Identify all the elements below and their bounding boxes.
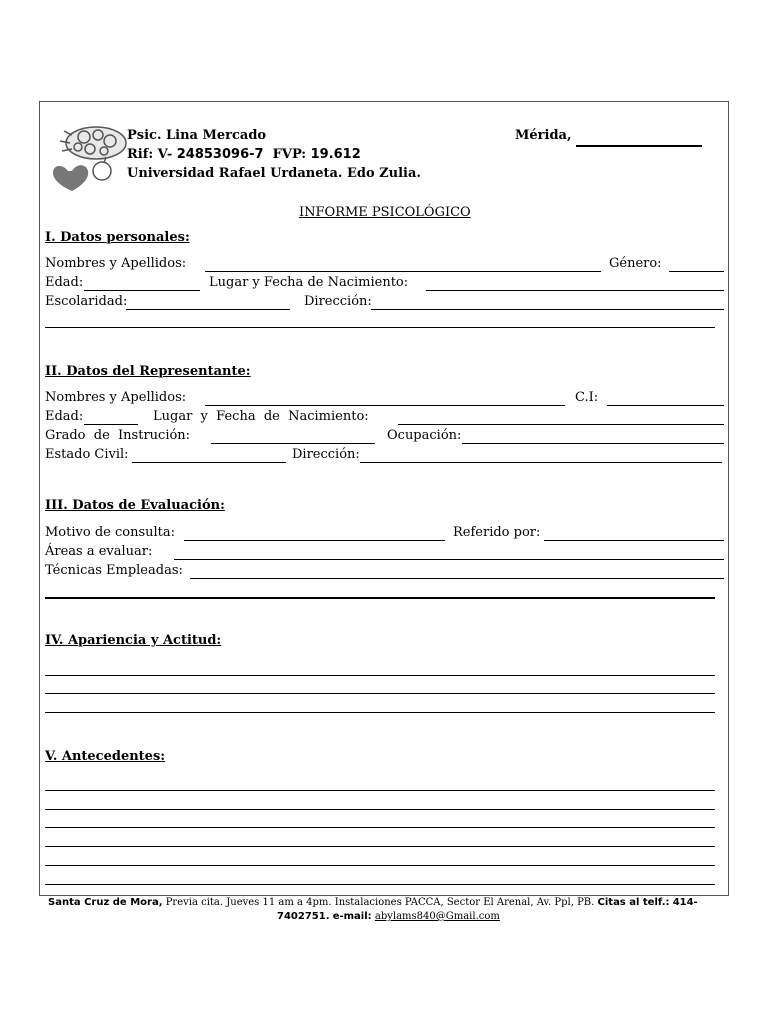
nombres-field[interactable]	[205, 271, 601, 272]
antecedentes-line[interactable]	[45, 865, 715, 866]
areas-label: Áreas a evaluar:	[45, 544, 153, 559]
footer-phone-b: 7402751.	[277, 911, 330, 922]
rif-prefix: V-	[157, 147, 173, 162]
section-4-heading: IV. Apariencia y Actitud:	[45, 633, 222, 648]
ocupacion-label: Ocupación:	[387, 428, 462, 443]
escolaridad-label: Escolaridad:	[45, 294, 128, 309]
estado-civil-field[interactable]	[132, 462, 286, 463]
estado-civil-label: Estado Civil:	[45, 447, 129, 462]
genero-label: Género:	[609, 256, 662, 271]
rep-direccion-label: Dirección:	[292, 447, 360, 462]
report-title: INFORME PSICOLÓGICO	[299, 205, 471, 220]
city-label: Mérida,	[515, 128, 572, 143]
university: Universidad Rafael Urdaneta. Edo Zulia.	[127, 166, 421, 181]
footer-line-2	[277, 910, 500, 924]
footer-phone-a: 414-	[672, 897, 698, 908]
areas-field[interactable]	[174, 559, 724, 560]
motivo-label: Motivo de consulta:	[45, 525, 176, 540]
ocupacion-field[interactable]	[462, 443, 724, 444]
section-2-heading: II. Datos del Representante:	[45, 364, 251, 379]
antecedentes-line[interactable]	[45, 846, 715, 847]
footer-citas-label: Citas al telf.:	[597, 897, 670, 908]
section-1-heading: I. Datos personales:	[45, 230, 190, 245]
grado-field[interactable]	[211, 443, 375, 444]
fvp-label: FVP:	[272, 147, 307, 162]
section-5-heading: V. Antecedentes:	[45, 749, 166, 764]
direccion-field[interactable]	[371, 309, 724, 310]
date-field[interactable]	[576, 145, 702, 147]
rep-edad-field[interactable]	[84, 424, 138, 425]
tecnicas-field-continued[interactable]	[45, 597, 715, 599]
rep-edad-label: Edad:	[45, 409, 84, 424]
apariencia-line[interactable]	[45, 693, 715, 694]
footer-place: Santa Cruz de Mora,	[48, 897, 163, 908]
footer-email-label: e-mail:	[332, 911, 372, 922]
referido-field[interactable]	[544, 540, 724, 541]
rep-direccion-field[interactable]	[360, 462, 722, 463]
referido-label: Referido por:	[453, 525, 541, 540]
rif-line	[127, 147, 361, 162]
rif-value: 24853096-7	[176, 147, 264, 162]
motivo-field[interactable]	[184, 540, 445, 541]
ci-label: C.I:	[575, 390, 599, 405]
genero-field[interactable]	[669, 271, 724, 272]
edad-field[interactable]	[84, 290, 200, 291]
tecnicas-field[interactable]	[190, 578, 724, 579]
lugar-label: Lugar y Fecha de Nacimiento:	[209, 275, 409, 290]
antecedentes-line[interactable]	[45, 884, 715, 885]
antecedentes-line[interactable]	[45, 790, 715, 791]
tecnicas-label: Técnicas Empleadas:	[45, 563, 183, 578]
edad-label: Edad:	[45, 275, 84, 290]
direccion-label: Dirección:	[304, 294, 372, 309]
fvp-value: 19.612	[310, 147, 361, 162]
grado-label: Grado de Instrución:	[45, 428, 191, 443]
ci-field[interactable]	[607, 405, 724, 406]
footer-email-link[interactable]: abylams840@Gmail.com	[374, 911, 500, 922]
rif-label: Rif:	[127, 147, 154, 162]
section-3-heading: III. Datos de Evaluación:	[45, 498, 225, 513]
apariencia-line[interactable]	[45, 675, 715, 676]
rep-nombres-field[interactable]	[205, 405, 565, 406]
antecedentes-line[interactable]	[45, 827, 715, 828]
lugar-field[interactable]	[426, 290, 724, 291]
rep-nombres-label: Nombres y Apellidos:	[45, 390, 187, 405]
footer-line-1	[48, 896, 698, 910]
footer-schedule: Previa cita. Jueves 11 am a 4pm. Instalaciones PACCA, Sector El Arenal, Av. Ppl, PB.	[165, 897, 595, 908]
nombres-label: Nombres y Apellidos:	[45, 256, 187, 271]
apariencia-line[interactable]	[45, 712, 715, 713]
direccion-field-continued[interactable]	[45, 327, 715, 328]
rep-lugar-field[interactable]	[398, 424, 724, 425]
brain-heart-logo	[50, 123, 132, 193]
antecedentes-line[interactable]	[45, 809, 715, 810]
psychologist-name: Psic. Lina Mercado	[127, 128, 267, 143]
escolaridad-field[interactable]	[126, 309, 290, 310]
rep-lugar-label: Lugar y Fecha de Nacimiento:	[153, 409, 369, 424]
